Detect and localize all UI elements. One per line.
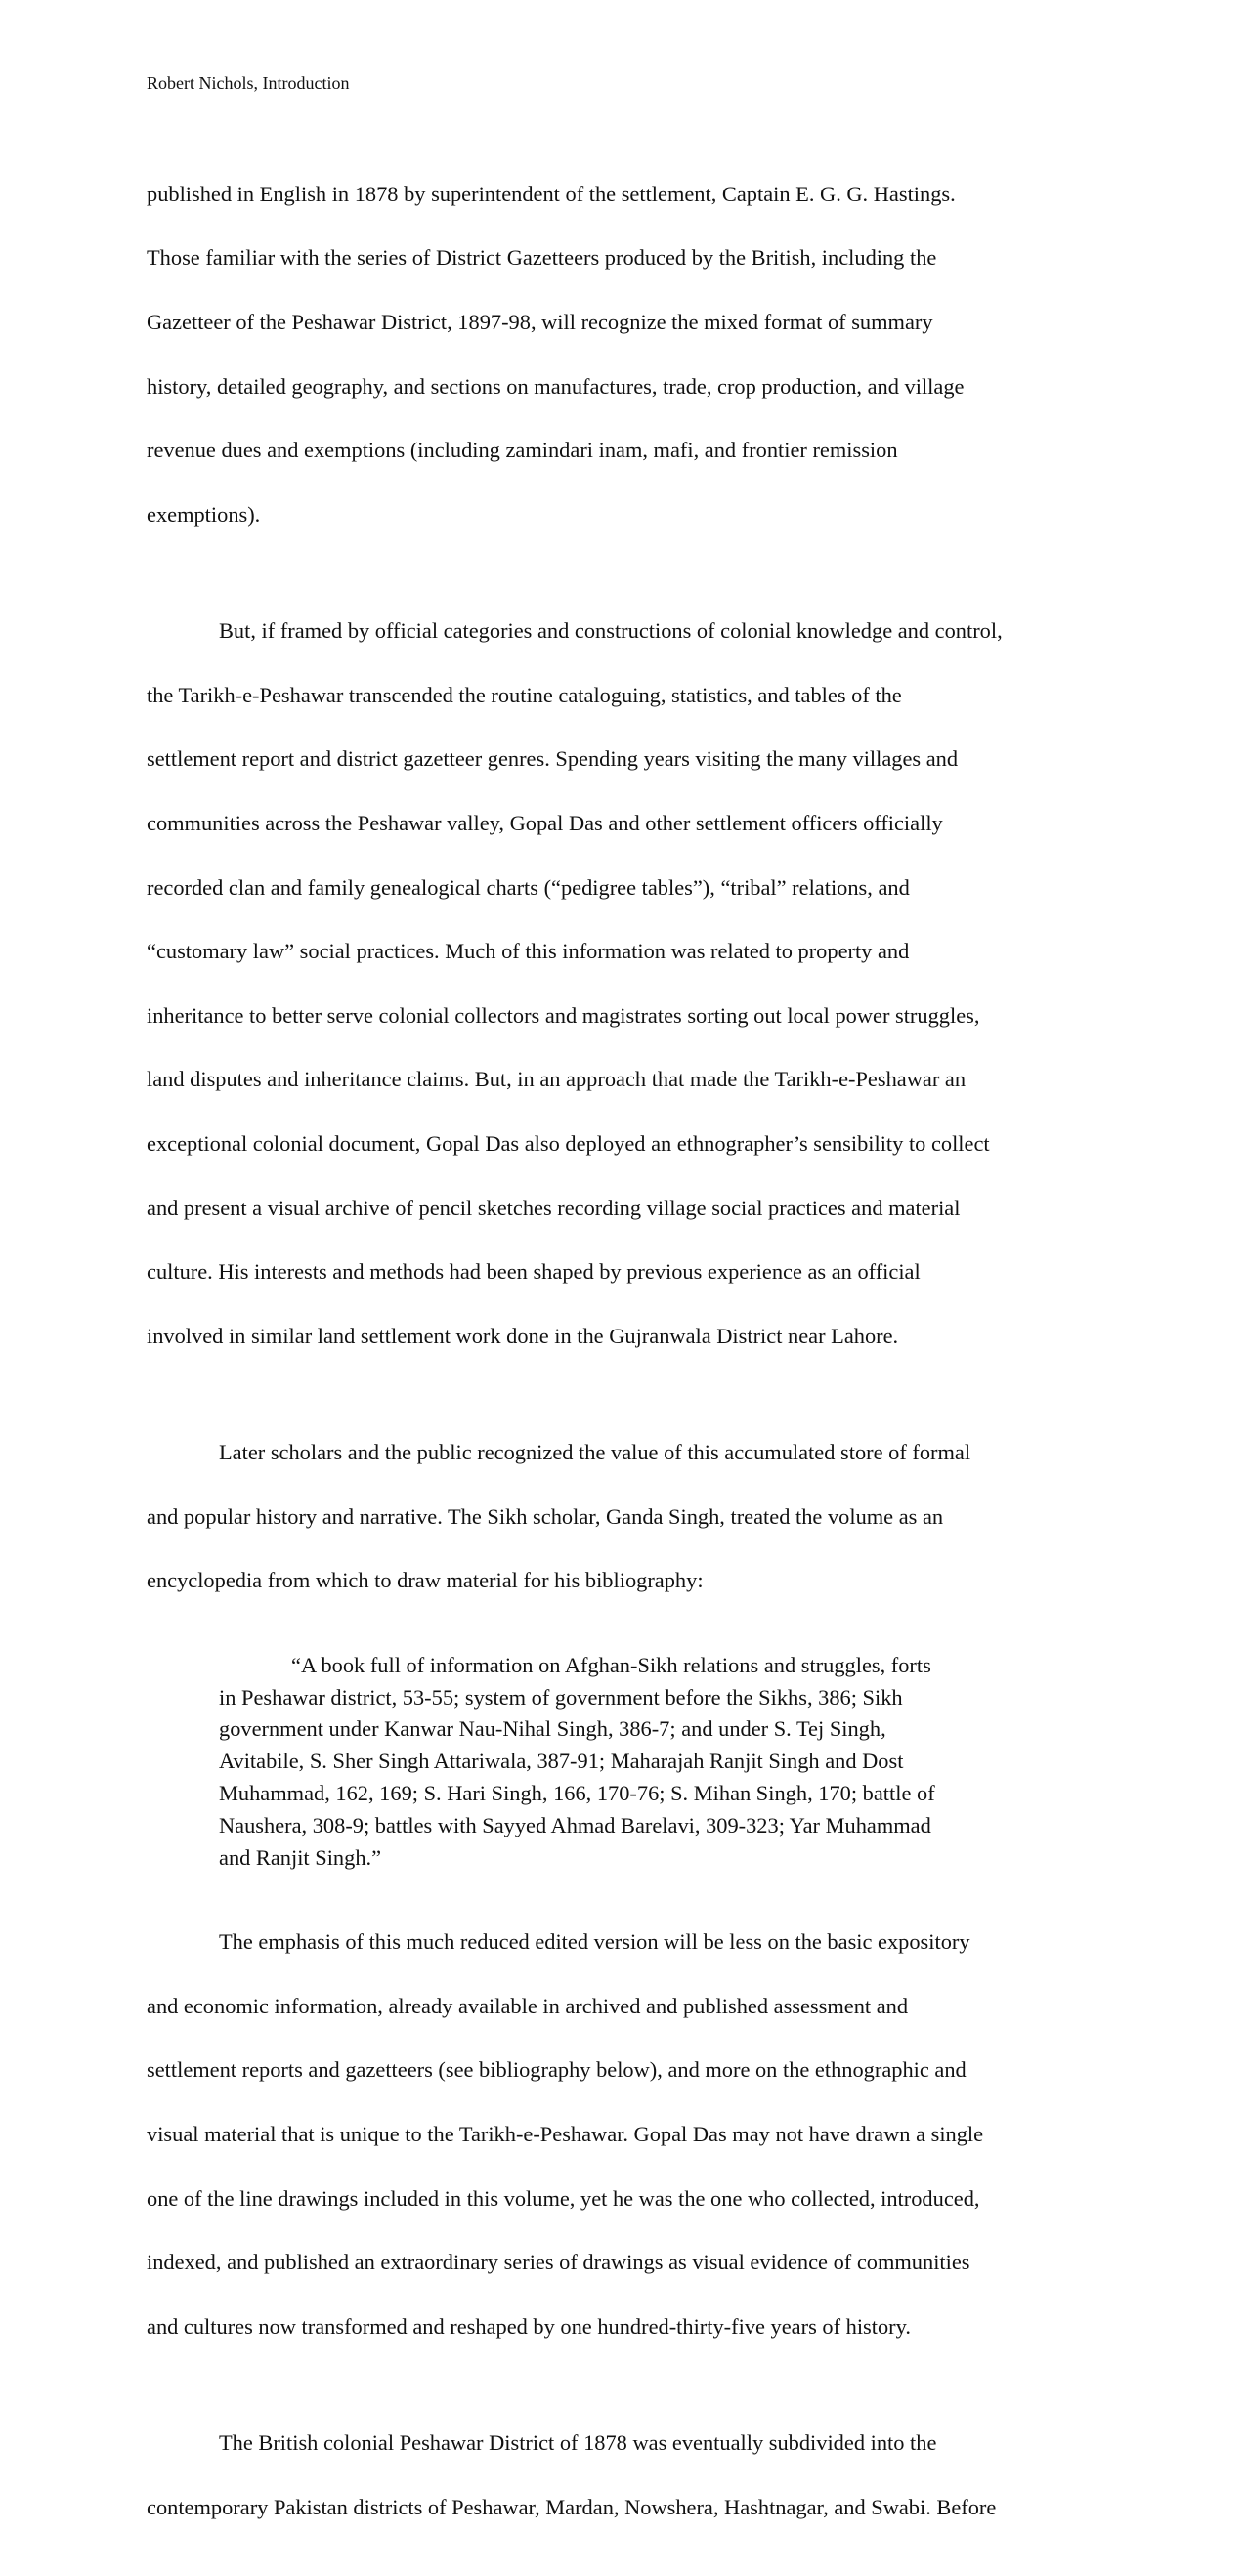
text-line: exceptional colonial document, Gopal Das also deployed an ethnographer’s sensibility to collect [147,1130,990,1156]
quote-line: “A book full of information on Afghan-Sikh relations and struggles, forts [291,1652,931,1677]
text-line: and cultures now transformed and reshaped by one hundred-thirty-five years of history. [147,2313,911,2339]
text-line: Gazetteer of the Peshawar District, 1897-98, will recognize the mixed format of summary [147,309,933,334]
text-line: contemporary Pakistan districts of Peshawar, Mardan, Nowshera, Hashtnagar, and Swabi. Before [147,2494,997,2519]
quote-line: Naushera, 308-9; battles with Sayyed Ahmad Barelavi, 309-323; Yar Muhammad [219,1812,931,1837]
text-line: recorded clan and family genealogical charts (“pedigree tables”), “tribal” relations, and [147,874,910,900]
body-text [147,147,1106,2576]
text-line: But, if framed by official categories and constructions of colonial knowledge and control, [219,618,1003,644]
text-line: history, detailed geography, and sections on manufactures, trade, crop production, and village [147,373,965,399]
text-line: The emphasis of this much reduced edited version will be less on the basic expository [219,1929,970,1955]
quote-line: Avitabile, S. Sher Singh Attariwala, 387-91; Maharajah Ranjit Singh and Dost [219,1749,904,1774]
paragraph-5 [147,2395,1106,2555]
quote-line: Muhammad, 162, 169; S. Hari Singh, 166, 170-76; S. Mihan Singh, 170; battle of [219,1781,935,1806]
text-line: Those familiar with the series of District Gazetteers produced by the British, including the [147,245,937,271]
text-line: settlement report and district gazetteer genres. Spending years visiting the many villages and [147,746,959,772]
text-line: land disputes and inheritance claims. But, in an approach that made the Tarikh-e-Peshawar an [147,1067,967,1092]
paragraph-1 [147,147,1106,563]
text-line: settlement reports and gazetteers (see bibliography below), and more on the ethnographic and [147,2057,967,2083]
running-header: Robert Nichols, Introduction [147,73,350,93]
text-line: and popular history and narrative. The Sikh scholar, Ganda Singh, treated the volume as an [147,1503,944,1529]
text-line: and economic information, already available in archived and published assessment and [147,1993,909,2018]
text-line: exemptions). [147,501,261,527]
paragraph-3 [147,1405,1106,1629]
text-line: revenue dues and exemptions (including zamindari inam, mafi, and frontier remission [147,438,898,463]
text-line: culture. His interests and methods had been shaped by previous experience as an official [147,1259,921,1285]
text-line: the Tarikh-e-Peshawar transcended the routine cataloguing, statistics, and tables of the [147,682,902,707]
text-line: and present a visual archive of pencil sketches recording village social practices and material [147,1195,961,1220]
text-line: encyclopedia from which to draw material for his bibliography: [147,1568,704,1593]
text-line: visual material that is unique to the Tarikh-e-Peshawar. Gopal Das may not have drawn a single [147,2122,984,2147]
quote-line: and Ranjit Singh.” [219,1844,382,1870]
text-line: involved in similar land settlement work done in the Gujranwala District near Lahore. [147,1323,899,1348]
text-line: The British colonial Peshawar District of 1878 was eventually subdivided into the [219,2430,937,2456]
paragraph-2 [147,583,1106,1384]
text-line: one of the line drawings included in this volume, yet he was the one who collected, introduced, [147,2185,980,2211]
text-line: published in English in 1878 by superintendent of the settlement, Captain E. G. G. Hastings. [147,181,956,206]
text-line: inheritance to better serve colonial collectors and magistrates sorting out local power struggles, [147,1002,980,1028]
block-quote [219,1650,1106,1875]
text-line: “customary law” social practices. Much of this information was related to property and [147,939,910,964]
paragraph-4 [147,1894,1106,2375]
text-line: indexed, and published an extraordinary series of drawings as visual evidence of communities [147,2250,970,2275]
quote-line: government under Kanwar Nau-Nihal Singh, 386-7; and under S. Tej Singh, [219,1716,886,1742]
quote-line: in Peshawar district, 53-55; system of government before the Sikhs, 386; Sikh [219,1684,903,1710]
text-line: communities across the Peshawar valley, Gopal Das and other settlement officers officially [147,810,943,835]
text-line: Later scholars and the public recognized the value of this accumulated store of formal [219,1440,971,1465]
